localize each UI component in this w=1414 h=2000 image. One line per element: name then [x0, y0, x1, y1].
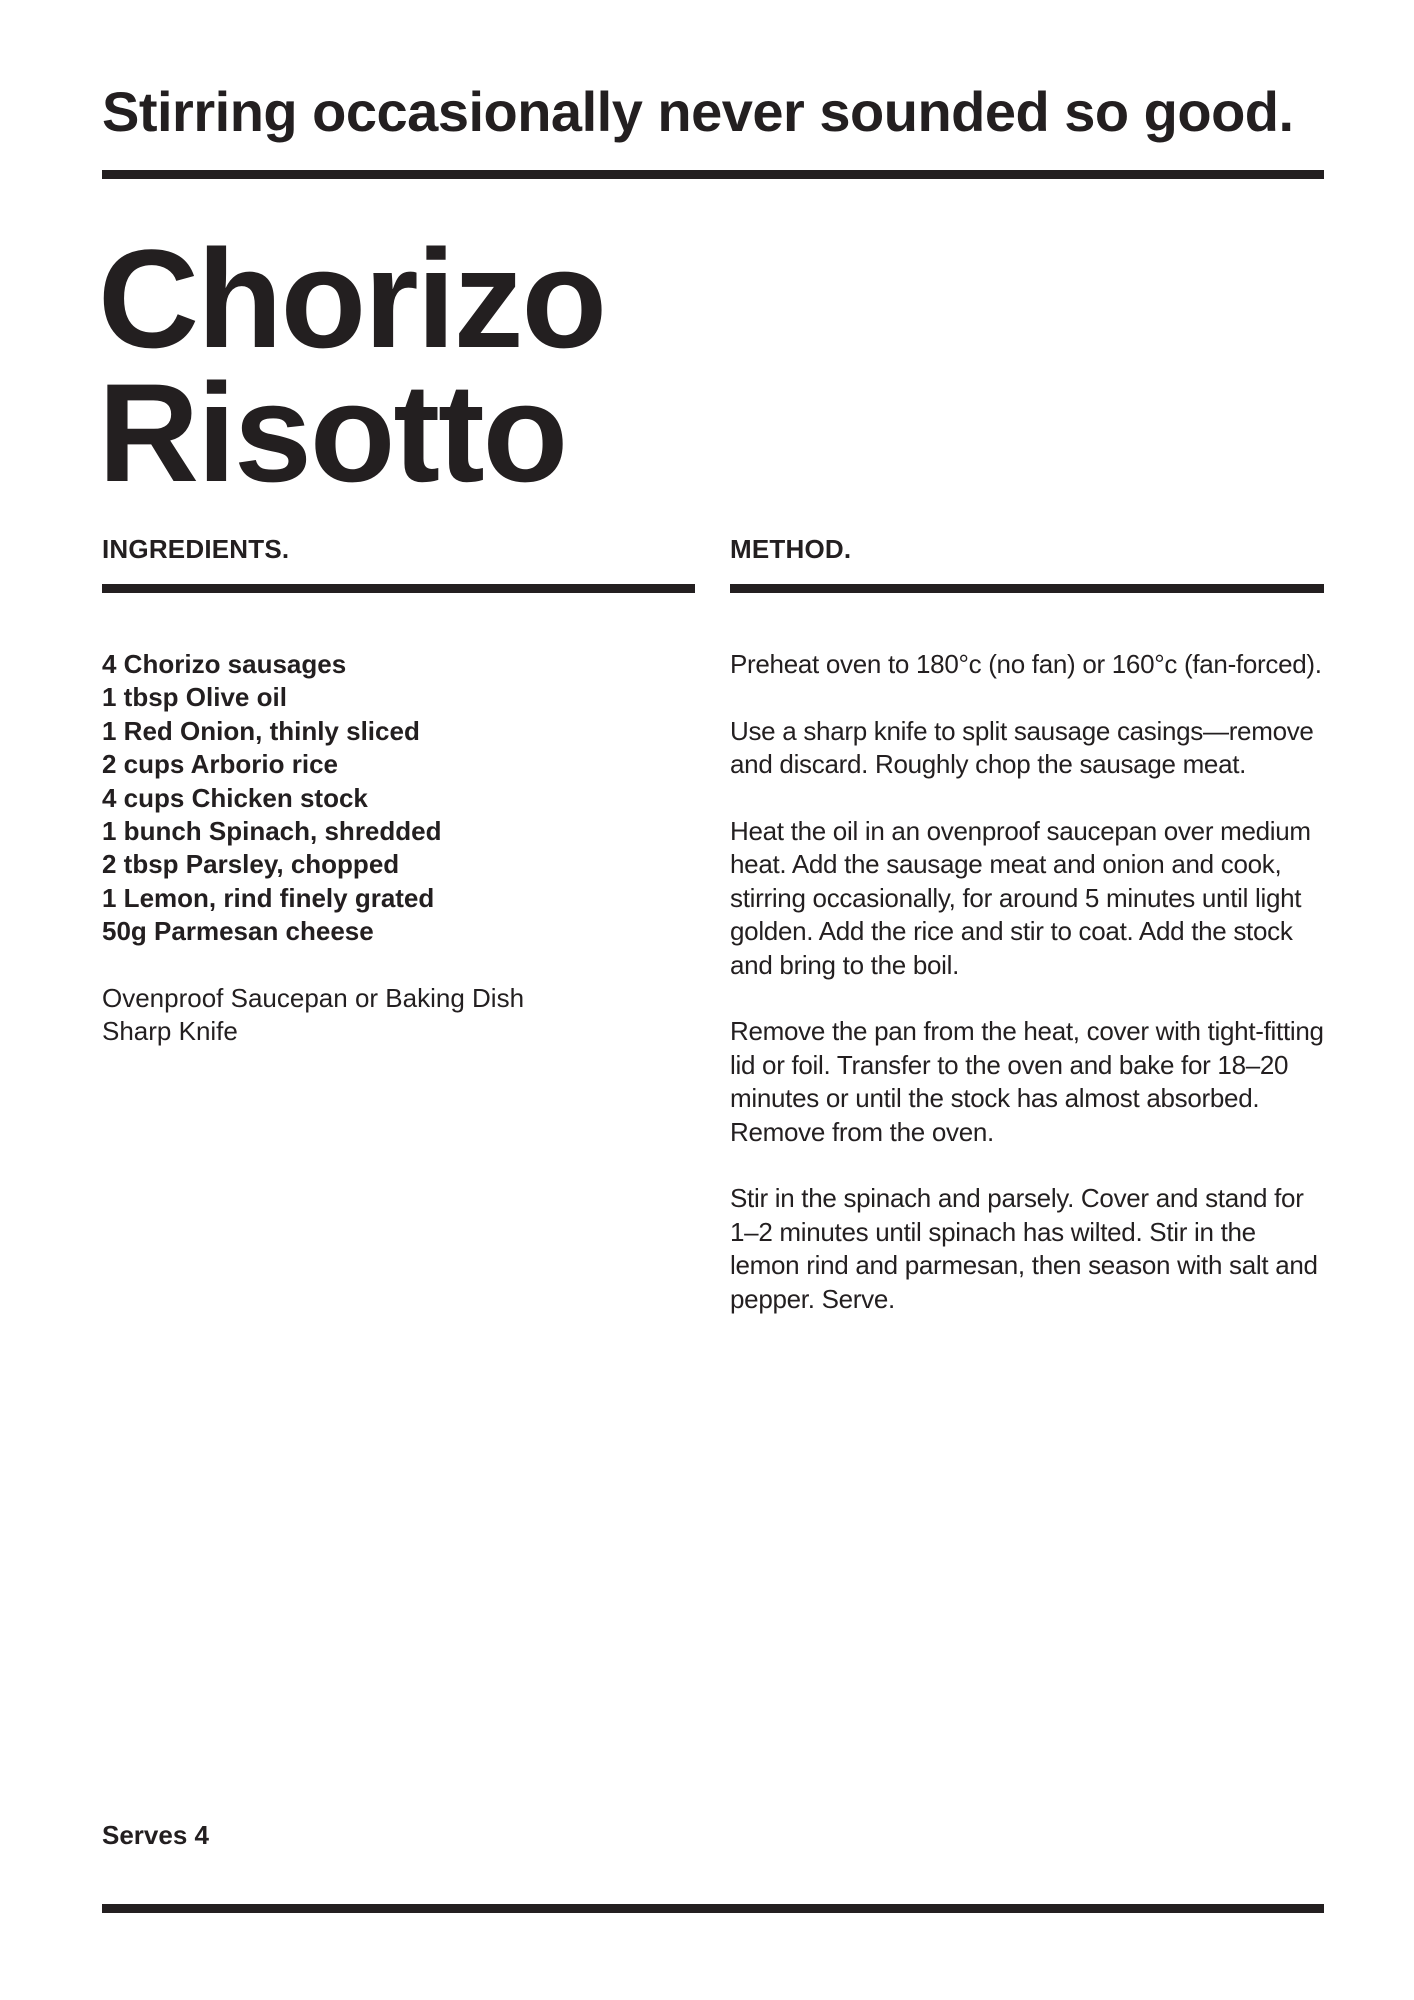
method-divider [730, 584, 1324, 593]
ingredient-item: 2 tbsp Parsley, chopped [102, 849, 400, 880]
method-step: Remove the pan from the heat, cover with tight-fitting lid or foil. Transfer to the oven and bake for 18–20 minutes or until the stock has almost absorbed. Remove from the oven. [730, 1016, 1324, 1147]
ingredients-list [102, 648, 442, 949]
ingredient-item: 2 cups Arborio rice [102, 749, 338, 780]
ingredients-heading: INGREDIENTS. [102, 534, 290, 564]
ingredient-item: 1 bunch Spinach, shredded [102, 816, 442, 847]
method-step: Stir in the spinach and parsely. Cover and stand for 1–2 minutes until spinach has wilted. Stir in the lemon rind and parmesan, then season with salt and pepper. Serve. [730, 1183, 1318, 1314]
equipment-item: Ovenproof Saucepan or Baking Dish [102, 983, 525, 1013]
method-step: Preheat oven to 180°c (no fan) or 160°c (fan-forced). [730, 649, 1322, 679]
recipe-title-line-2: Risotto [98, 354, 567, 511]
tagline: Stirring occasionally never sounded so good. [102, 80, 1294, 143]
bottom-divider [102, 1904, 1324, 1913]
ingredient-item: 1 Lemon, rind finely grated [102, 882, 435, 913]
ingredient-item: 4 Chorizo sausages [102, 649, 347, 679]
method-step: Heat the oil in an ovenproof saucepan over medium heat. Add the sausage meat and onion and cook, stirring occasionally, for around 5 minutes until light golden. Add the rice and stir to coat. Add the stock and bring to the boil. [730, 816, 1311, 980]
ingredient-item: 1 Red Onion, thinly sliced [102, 715, 420, 746]
ingredient-item: 1 tbsp Olive oil [102, 682, 287, 713]
recipe-title [98, 220, 606, 511]
serves-count: Serves 4 [102, 1820, 209, 1850]
top-divider [102, 170, 1324, 179]
equipment-list [102, 982, 524, 1049]
ingredient-item: 4 cups Chicken stock [102, 782, 368, 813]
method-step: Use a sharp knife to split sausage casings—remove and discard. Roughly chop the sausage meat. [730, 715, 1314, 780]
ingredients-divider [102, 584, 695, 593]
method-steps [730, 648, 1330, 1349]
equipment-item: Sharp Knife [102, 1016, 238, 1047]
ingredient-item: 50g Parmesan cheese [102, 916, 374, 947]
method-heading: METHOD. [730, 534, 852, 564]
recipe-title-line-1: Chorizo [98, 220, 606, 377]
